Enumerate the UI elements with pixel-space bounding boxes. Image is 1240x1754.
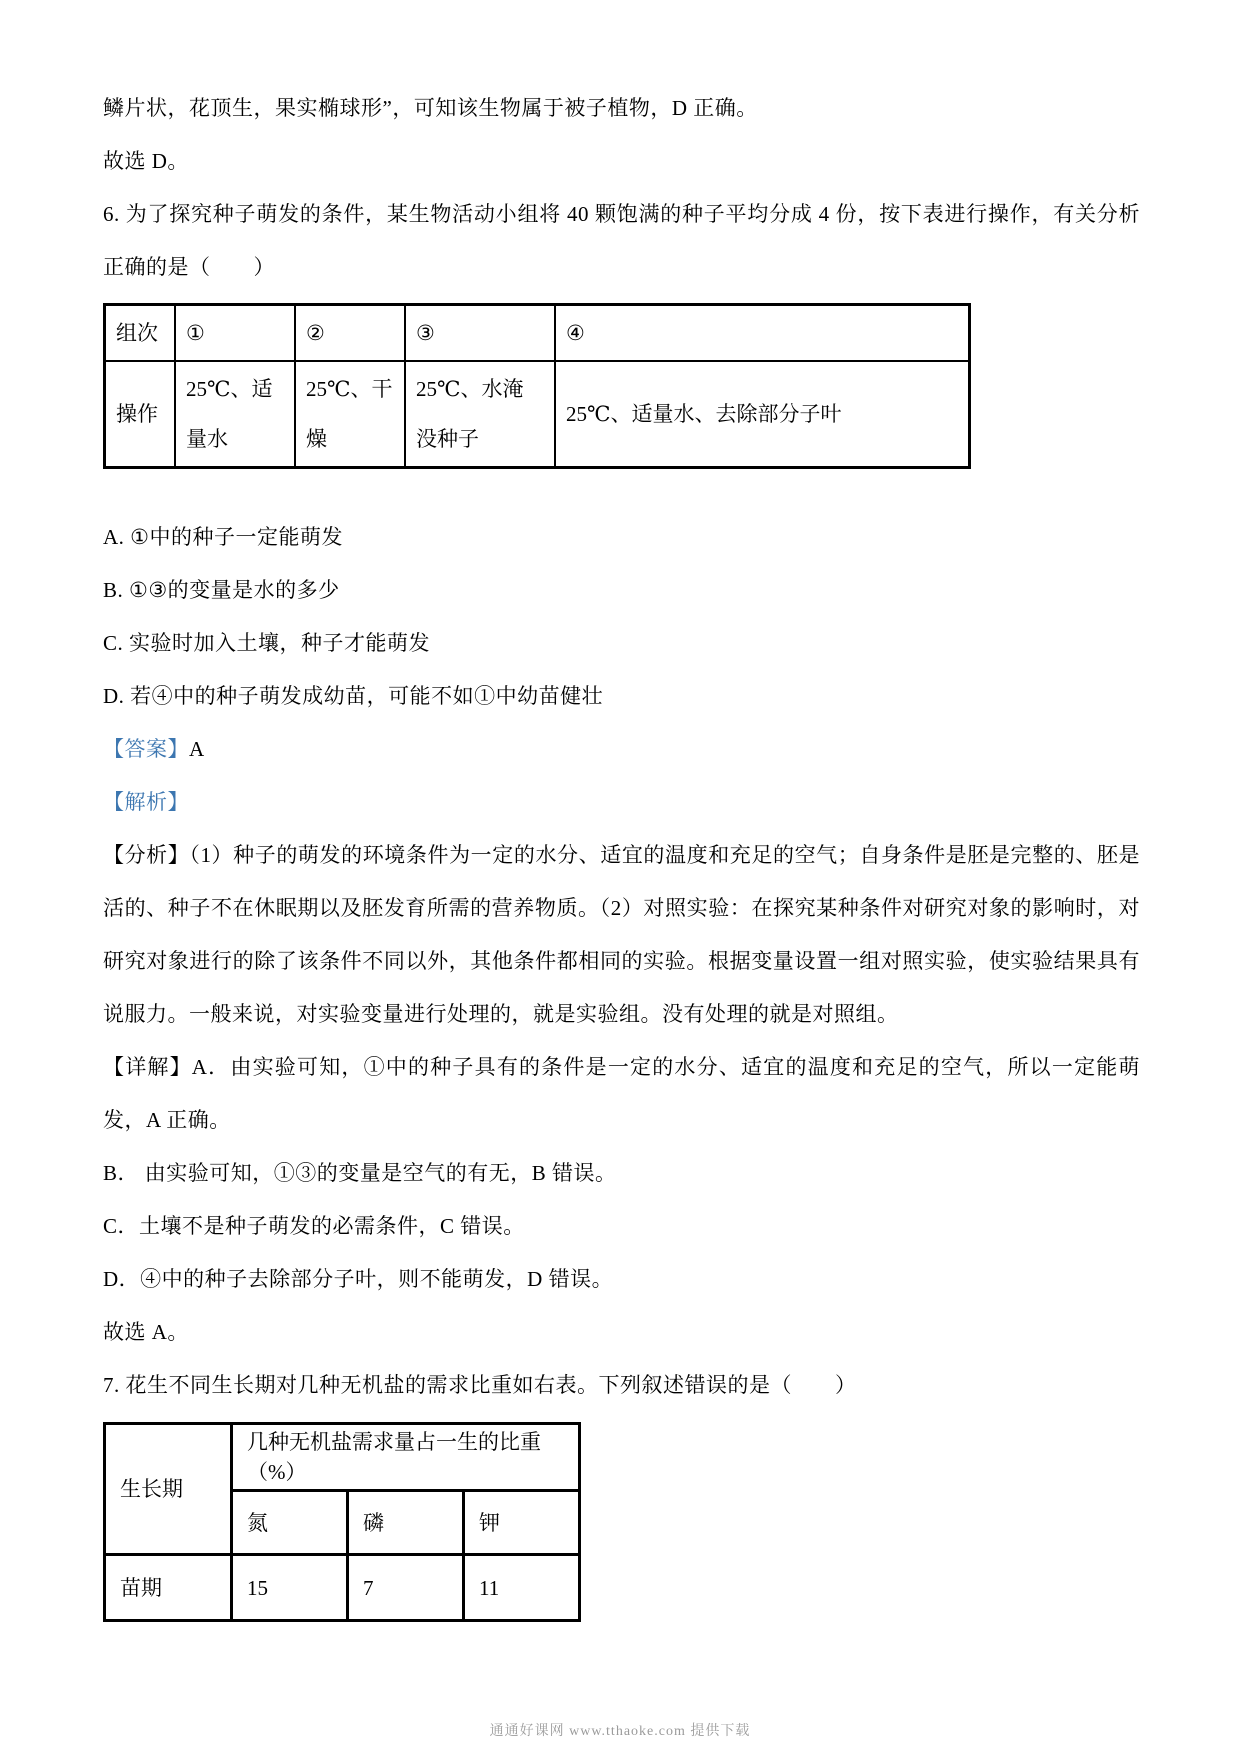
table-col-header-n: 氮 xyxy=(232,1491,348,1555)
table-col-header-k: 钾 xyxy=(464,1491,580,1555)
table-row xyxy=(105,1555,580,1621)
table-cell-group-3: ③ xyxy=(405,305,555,362)
option-d: D. 若④中的种子萌发成幼苗，可能不如①中幼苗健壮 xyxy=(103,684,604,708)
answer-label: 【答案】 xyxy=(103,737,189,761)
table-row xyxy=(105,361,970,468)
table-cell-operation-4: 25℃、适量水、去除部分子叶 xyxy=(555,361,970,468)
detail-paragraph-c: C．土壤不是种子萌发的必需条件，C 错误。 xyxy=(103,1214,525,1238)
option-b: B. ①③的变量是水的多少 xyxy=(103,578,340,602)
table-value-cell: 11 xyxy=(464,1555,580,1621)
answer-line xyxy=(103,723,1140,776)
table-value-cell: 7 xyxy=(348,1555,464,1621)
detail-paragraph-d: D．④中的种子去除部分子叶，则不能萌发，D 错误。 xyxy=(103,1267,614,1291)
table-cell-group-2: ② xyxy=(295,305,405,362)
pre-text-line: 鳞片状，花顶生，果实椭球形”，可知该生物属于被子植物，D 正确。 xyxy=(103,96,758,120)
pre-conclusion-line: 故选 D。 xyxy=(103,149,189,173)
table-cell-operation-2: 25℃、干燥 xyxy=(295,361,405,468)
analysis-paragraph: 【分析】（1）种子的萌发的环境条件为一定的水分、适宜的温度和充足的空气；自身条件是胚是完整的、胚是活的、种子不在休眠期以及胚发育所需的营养物质。（2）对照实验：在探究某种条件对研究对象的影响时，对研究对象进行的除了该条件不同以外，其他条件都相同的实验。根据变量设置一组对照实验，使实验结果具有说服力。一般来说，对实验变量进行处理的，就是实验组。没有处理的就是对照组。 xyxy=(103,843,1140,1026)
option-c: C. 实验时加入土壤，种子才能萌发 xyxy=(103,631,431,655)
detail-paragraph-a: 【详解】A．由实验可知，①中的种子具有的条件是一定的水分、适宜的温度和充足的空气，所以一定能萌发，A 正确。 xyxy=(103,1055,1140,1132)
q7-minerals-table xyxy=(103,1422,581,1622)
page-footer: 通通好课网 www.tthaoke.com 提供下载 xyxy=(489,1724,751,1739)
table-row xyxy=(105,1424,580,1491)
table-cell-operation-1: 25℃、适量水 xyxy=(175,361,295,468)
table-row xyxy=(105,305,970,362)
table-value-cell: 15 xyxy=(232,1555,348,1621)
table-cell-operation-3: 25℃、水淹没种子 xyxy=(405,361,555,468)
table-header-cell: 操作 xyxy=(105,361,176,468)
table-cell-group-4: ④ xyxy=(555,305,970,362)
question-7-stem: 7. 花生不同生长期对几种无机盐的需求比重如右表。下列叙述错误的是（ ） xyxy=(103,1373,857,1397)
analysis-label: 【解析】 xyxy=(103,790,189,814)
table-corner-cell: 生长期 xyxy=(105,1424,232,1555)
table-col-header-p: 磷 xyxy=(348,1491,464,1555)
question-6-stem: 6. 为了探究种子萌发的条件，某生物活动小组将 40 颗饱满的种子平均分成 4 份，按下表进行操作，有关分析正确的是（ ） xyxy=(103,202,1140,279)
table-header-cell: 组次 xyxy=(105,305,176,362)
detail-paragraph-b: B． 由实验可知，①③的变量是空气的有无，B 错误。 xyxy=(103,1161,617,1185)
answer-value: A xyxy=(189,737,205,761)
option-a: A. ①中的种子一定能萌发 xyxy=(103,525,343,549)
conclusion-line: 故选 A。 xyxy=(103,1320,189,1344)
table-span-header: 几种无机盐需求量占一生的比重（%） xyxy=(232,1424,580,1491)
table-row-label: 苗期 xyxy=(105,1555,232,1621)
analysis-label-line xyxy=(103,776,1140,829)
table-cell-group-1: ① xyxy=(175,305,295,362)
q6-experiment-table xyxy=(103,303,971,469)
